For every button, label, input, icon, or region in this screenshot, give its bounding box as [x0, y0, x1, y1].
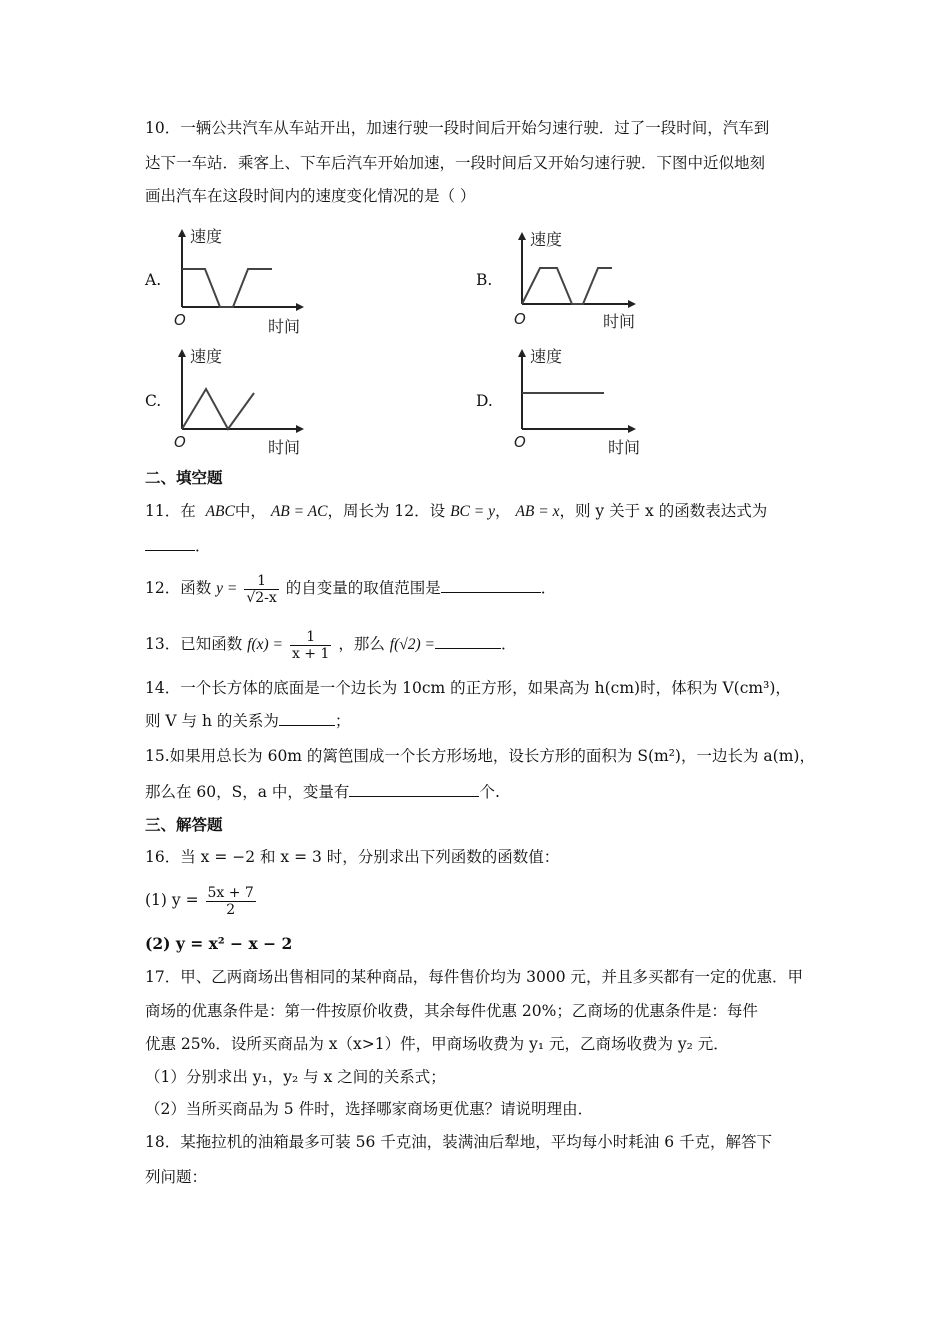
q17-line2: 商场的优惠条件是：第一件按原价收费，其余每件优惠 20%；乙商场的优惠条件是：每件	[145, 1002, 758, 1020]
section-fill-in-heading: 二、填空题	[145, 468, 223, 487]
speed-curve	[522, 268, 612, 304]
y-axis-arrow-icon	[518, 349, 526, 357]
origin-label: O	[514, 433, 526, 451]
q15-line2: 那么在 60，S，a 中，变量有 个.	[145, 780, 500, 803]
x-axis-label: 时间	[268, 438, 301, 457]
q16-sub2: (2) y = x² − x − 2	[145, 934, 293, 953]
option-c-label: C.	[145, 392, 162, 410]
option-d-graph	[510, 345, 650, 464]
origin-label: O	[514, 310, 526, 328]
option-a-graph	[170, 225, 310, 344]
q15-line1: 15.如果用总长为 60m 的篱笆围成一个长方形场地，设长方形的面积为 S(m²)，一边长为 a(m)，	[145, 747, 815, 765]
origin-label: O	[174, 311, 186, 329]
x-axis-arrow-icon	[628, 425, 636, 433]
answer-blank	[441, 576, 541, 593]
y-axis-label: 速度	[190, 347, 223, 366]
q11-line2: ．	[145, 534, 211, 557]
q18-line1: 18．某拖拉机的油箱最多可装 56 千克油，装满油后犁地，平均每小时耗油 6 千克，解答下	[145, 1133, 773, 1151]
y-axis-label: 速度	[190, 227, 223, 246]
x-axis-label: 时间	[268, 317, 301, 336]
q10-line3: 画出汽车在这段时间内的速度变化情况的是（ ）	[145, 187, 476, 205]
option-d-label: D.	[476, 392, 493, 410]
option-b-graph	[510, 228, 650, 342]
q12-line: 12．函数 y = $\frac{1}{√2-x}$ 的自变量的取值范围是 ．	[145, 572, 557, 606]
q16-sub1: (1) y = $\frac{5x + 7}{2}$	[145, 884, 254, 918]
y-axis-label: 速度	[530, 347, 563, 366]
option-b-label: B.	[476, 271, 493, 289]
option-c-graph	[170, 345, 310, 464]
x-axis-arrow-icon	[628, 300, 636, 308]
origin-label: O	[174, 433, 186, 451]
x-axis-label: 时间	[603, 312, 636, 331]
answer-blank	[435, 632, 501, 649]
q18-line2: 列问题：	[145, 1168, 208, 1186]
speed-curve	[182, 269, 272, 307]
y-axis-label: 速度	[530, 230, 563, 249]
q16-line1: 16．当 x = −2 和 x = 3 时，分别求出下列函数的函数值：	[145, 848, 560, 866]
q14-line2: 则 V 与 h 的关系为 ；	[145, 709, 350, 732]
q11-line1: 11．在 ABC中， AB = AC，周长为 12．设 BC = y， AB = x，则 y 关于 x 的函数表达式为	[145, 502, 768, 520]
x-axis-label: 时间	[608, 438, 641, 457]
q17-line3: 优惠 25%．设所买商品为 x（x>1）件，甲商场收费为 y₁ 元，乙商场收费为 y₂ 元．	[145, 1035, 729, 1053]
answer-blank	[279, 709, 335, 726]
option-a-label: A.	[145, 271, 162, 289]
y-axis-arrow-icon	[178, 349, 186, 357]
q17-line1: 17．甲、乙两商场出售相同的某种商品，每件售价均为 3000 元，并且多买都有一定的优惠．甲	[145, 968, 804, 986]
x-axis-arrow-icon	[296, 425, 304, 433]
q10-line1: 10．一辆公共汽车从车站开出，加速行驶一段时间后开始匀速行驶．过了一段时间，汽车到	[145, 119, 770, 137]
answer-blank	[145, 534, 195, 551]
q14-line1: 14．一个长方体的底面是一个边长为 10cm 的正方形，如果高为 h(cm)时，体积为 V(cm³)，	[145, 679, 791, 697]
q13-line: 13．已知函数 f(x) = $\frac{1}{x + 1}$ ，那么 f(√2) = ．	[145, 628, 517, 662]
y-axis-arrow-icon	[178, 229, 186, 237]
answer-blank	[349, 780, 479, 797]
q10-line2: 达下一车站．乘客上、下车后汽车开始加速，一段时间后又开始匀速行驶．下图中近似地刻	[145, 154, 766, 172]
y-axis-arrow-icon	[518, 232, 526, 240]
x-axis-arrow-icon	[296, 303, 304, 311]
q17-sub2: （2）当所买商品为 5 件时，选择哪家商场更优惠？请说明理由．	[145, 1100, 594, 1118]
speed-curve	[182, 389, 254, 429]
q17-sub1: （1）分别求出 y₁，y₂ 与 x 之间的关系式；	[145, 1068, 446, 1086]
section-solve-heading: 三、解答题	[145, 815, 223, 834]
